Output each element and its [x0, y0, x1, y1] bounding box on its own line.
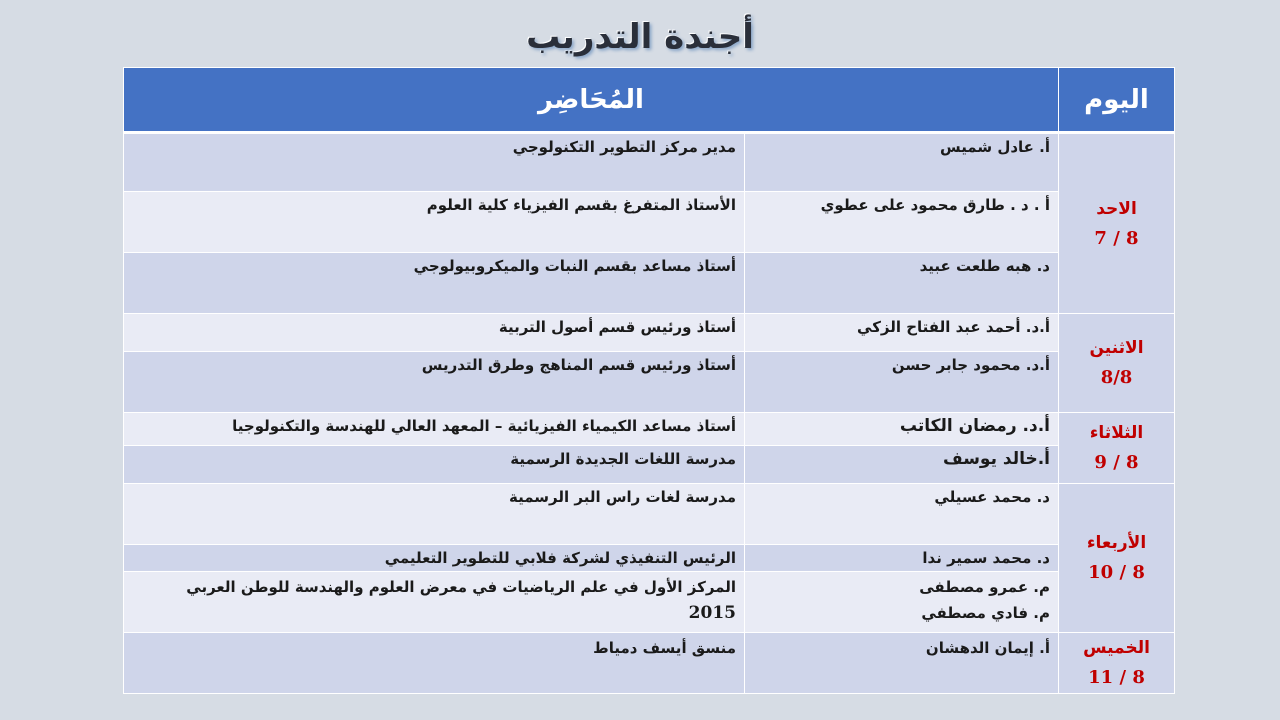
table-row [124, 253, 1175, 314]
table-header [124, 68, 1175, 133]
lecturer-role: أستاذ ورئيس قسم أصول التربية [124, 314, 745, 352]
day-name: الأربعاء [1086, 533, 1147, 553]
lecturer-name: أ.د. رمضان الكاتب [745, 413, 1059, 446]
table-row [124, 633, 1175, 694]
day-cell-tuesday [1059, 413, 1175, 484]
day-name: الاثنين [1089, 338, 1144, 358]
table-row [124, 484, 1175, 545]
agenda-table [123, 67, 1175, 694]
lecturer-name: أ. عادل شميس [745, 133, 1059, 192]
lecturer-role-cell [124, 572, 745, 633]
column-header-lecturer: المُحَاضِر [124, 68, 1059, 133]
column-header-day: اليوم [1059, 68, 1175, 133]
lecturer-name: أ . د . طارق محمود على عطوي [745, 192, 1059, 253]
lecturer-role: مدير مركز التطوير التكنولوجي [124, 133, 745, 192]
table-row [124, 545, 1175, 572]
lecturer-name: د. هبه طلعت عبيد [745, 253, 1059, 314]
lecturer-role: منسق أيسف دمياط [124, 633, 745, 694]
lecturer-role: مدرسة لغات راس البر الرسمية [124, 484, 745, 545]
day-name: الاحد [1096, 198, 1137, 219]
lecturer-name: أ.د. أحمد عبد الفتاح الزكي [745, 314, 1059, 352]
day-cell-monday [1059, 314, 1175, 413]
lecturer-name: أ.خالد يوسف [745, 446, 1059, 484]
lecturer-name: أ. إيمان الدهشان [745, 633, 1059, 694]
day-cell-thursday [1059, 633, 1175, 694]
table-row [124, 572, 1175, 633]
lecturer-role: المركز الأول في علم الرياضيات في معرض العلوم والهندسة للوطن العربي [186, 578, 736, 596]
lecturer-name: د. محمد عسيلي [745, 484, 1059, 545]
table-row [124, 413, 1175, 446]
table-row [124, 446, 1175, 484]
day-cell-wednesday [1059, 484, 1175, 633]
lecturer-role: أستاذ ورئيس قسم المناهج وطرق التدريس [124, 352, 745, 413]
day-date: 8 / 11 [1088, 667, 1145, 688]
day-name: الثلاثاء [1089, 423, 1144, 443]
lecturer-name: أ.د. محمود جابر حسن [745, 352, 1059, 413]
table-row [124, 314, 1175, 352]
lecturer-role-year: 2015 [688, 603, 736, 623]
lecturer-role: أستاذ مساعد بقسم النبات والميكروبيولوجي [124, 253, 745, 314]
lecturer-name: م. عمرو مصطفى [919, 578, 1050, 596]
lecturer-name: م. فادي مصطفي [921, 604, 1050, 622]
lecturer-role: أستاذ مساعد الكيمياء الفيزيائية – المعهد العالي للهندسة والتكنولوجيا [124, 413, 745, 446]
lecturer-role: الرئيس التنفيذي لشركة فلابي للتطوير التعليمي [124, 545, 745, 572]
day-date: 8 / 9 [1094, 452, 1139, 473]
table-row [124, 192, 1175, 253]
day-name: الخميس [1083, 638, 1150, 658]
table-row [124, 133, 1175, 192]
day-date: 8/8 [1100, 367, 1133, 388]
lecturer-name: د. محمد سمير ندا [745, 545, 1059, 572]
day-cell-sunday [1059, 133, 1175, 314]
page-title: أجندة التدريب [526, 17, 754, 57]
day-date: 8 / 10 [1088, 562, 1145, 583]
lecturer-role: الأستاذ المتفرغ بقسم الفيزياء كلية العلوم [124, 192, 745, 253]
lecturer-name-cell [745, 572, 1059, 633]
lecturer-role: مدرسة اللغات الجديدة الرسمية [124, 446, 745, 484]
table-row [124, 352, 1175, 413]
day-date: 8 / 7 [1094, 227, 1139, 249]
